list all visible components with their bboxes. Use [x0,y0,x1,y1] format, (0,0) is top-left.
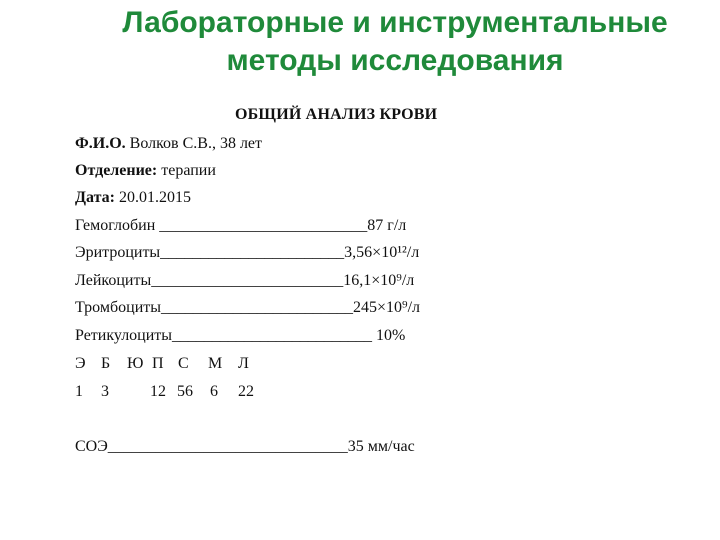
title-line-1: Лабораторные и инструментальные [122,6,668,39]
diff-value-b: 3 [101,383,109,400]
diff-value-s: 56 [177,383,193,400]
department-label: Отделение: [75,162,158,179]
diff-value-e: 1 [75,383,83,400]
hemoglobin-row: Гемоглобин __________________________87 г/л [75,217,407,234]
document-heading: ОБЩИЙ АНАЛИЗ КРОВИ [235,106,438,123]
diff-header-b: Б [101,355,111,372]
esr-row: СОЭ______________________________35 мм/час [75,438,415,455]
diff-value-m: 6 [210,383,218,400]
date-value: 20.01.2015 [114,189,191,206]
leukocytes-row: Лейкоциты________________________16,1×10⁹/л [75,272,415,289]
reticulocytes-row: Ретикулоциты_________________________ 10% [75,327,406,344]
patient-name-label: Ф.И.О. [75,135,126,152]
department-value: терапии [157,162,216,179]
diff-value-p: 12 [150,383,166,400]
diff-header-m: М [208,355,223,372]
diff-header-p: П [152,355,164,372]
erythrocytes-row: Эритроциты_______________________3,56×10¹²/л [75,244,420,261]
diff-header-e: Э [75,355,86,372]
slide-title [0,4,720,80]
date-row [75,189,191,207]
department-row [75,162,216,180]
diff-header-l: Л [238,355,249,372]
diff-header-s: С [178,355,189,372]
diff-header-yu: Ю [127,355,144,372]
diff-value-l: 22 [238,383,254,400]
patient-name-row [75,135,262,153]
date-label: Дата: [75,189,115,206]
title-line-2: методы исследования [226,44,564,77]
patient-name-value: Волков С.В., 38 лет [125,135,263,152]
platelets-row: Тромбоциты________________________245×10⁹/л [75,299,421,316]
